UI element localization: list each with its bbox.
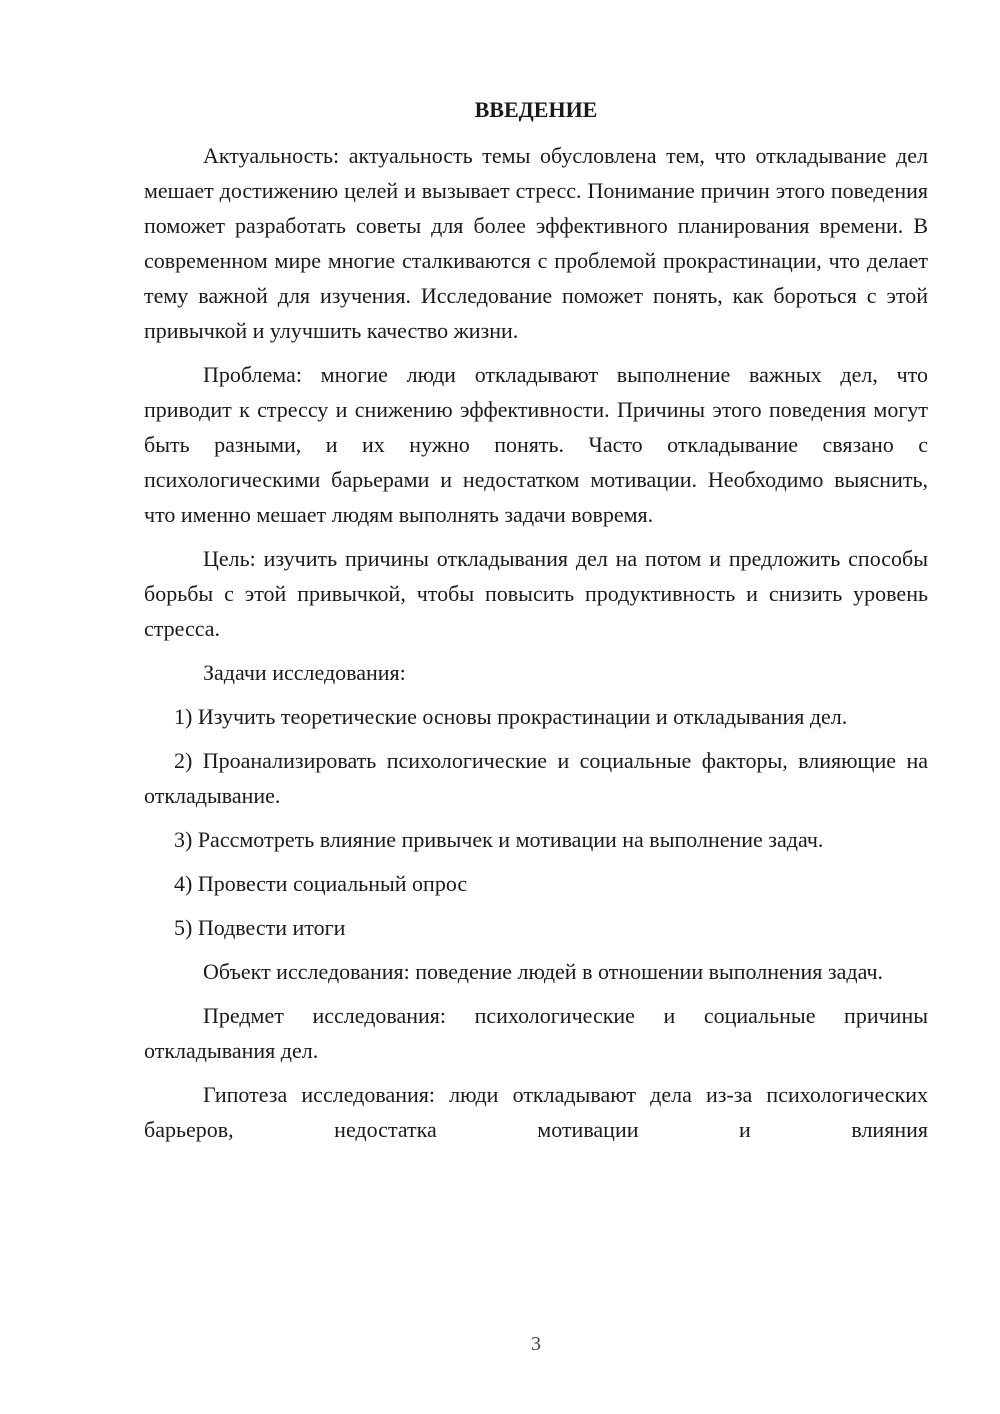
task-item-4: 4) Провести социальный опрос [174,871,468,896]
paragraph-object: Объект исследования: поведение людей в отношении выполнения задач. [203,959,884,984]
page-number: 3 [531,1333,541,1355]
task-item-1: 1) Изучить теоретические основы прокрастинации и откладывания дел. [174,704,848,729]
paragraph-goal: Цель: изучить причины откладывания дел на потом и предложить способы борьбы с этой привычкой, чтобы повысить продуктивность и снизить уровень стресса. [144,546,928,641]
paragraph-hypothesis: Гипотеза исследования: люди откладывают дела из-за психологических барьеров, недостатка мотивации и влияния [144,1082,928,1142]
section-heading: ВВЕДЕНИЕ [474,97,598,122]
paragraph-relevance: Актуальность: актуальность темы обусловлена тем, что откладывание дел мешает достижению целей и вызывает стресс. Понимание причин этого поведения поможет разработать советы для более эффективного планирования времени. В современном мире многие сталкиваются с проблемой прокрастинации, что делает тему важной для изучения. Исследование поможет понять, как бороться с этой привычкой и улучшить качество жизни. [144,143,928,343]
document-page [144,96,928,1147]
paragraph-subject: Предмет исследования: психологические и социальные причины откладывания дел. [144,1003,928,1063]
paragraph-problem: Проблема: многие люди откладывают выполнение важных дел, что приводит к стрессу и снижению эффективности. Причины этого поведения могут быть разными, и их нужно понять. Часто откладывание связано с психологическими барьерами и недостатком мотивации. Необходимо выяснить, что именно мешает людям выполнять задачи вовремя. [144,362,928,527]
task-item-3: 3) Рассмотреть влияние привычек и мотивации на выполнение задач. [174,827,824,852]
task-item-5: 5) Подвести итоги [174,915,346,940]
task-item-2: 2) Проанализировать психологические и социальные факторы, влияющие на откладывание. [144,748,928,808]
paragraph-tasks-title: Задачи исследования: [203,660,406,685]
